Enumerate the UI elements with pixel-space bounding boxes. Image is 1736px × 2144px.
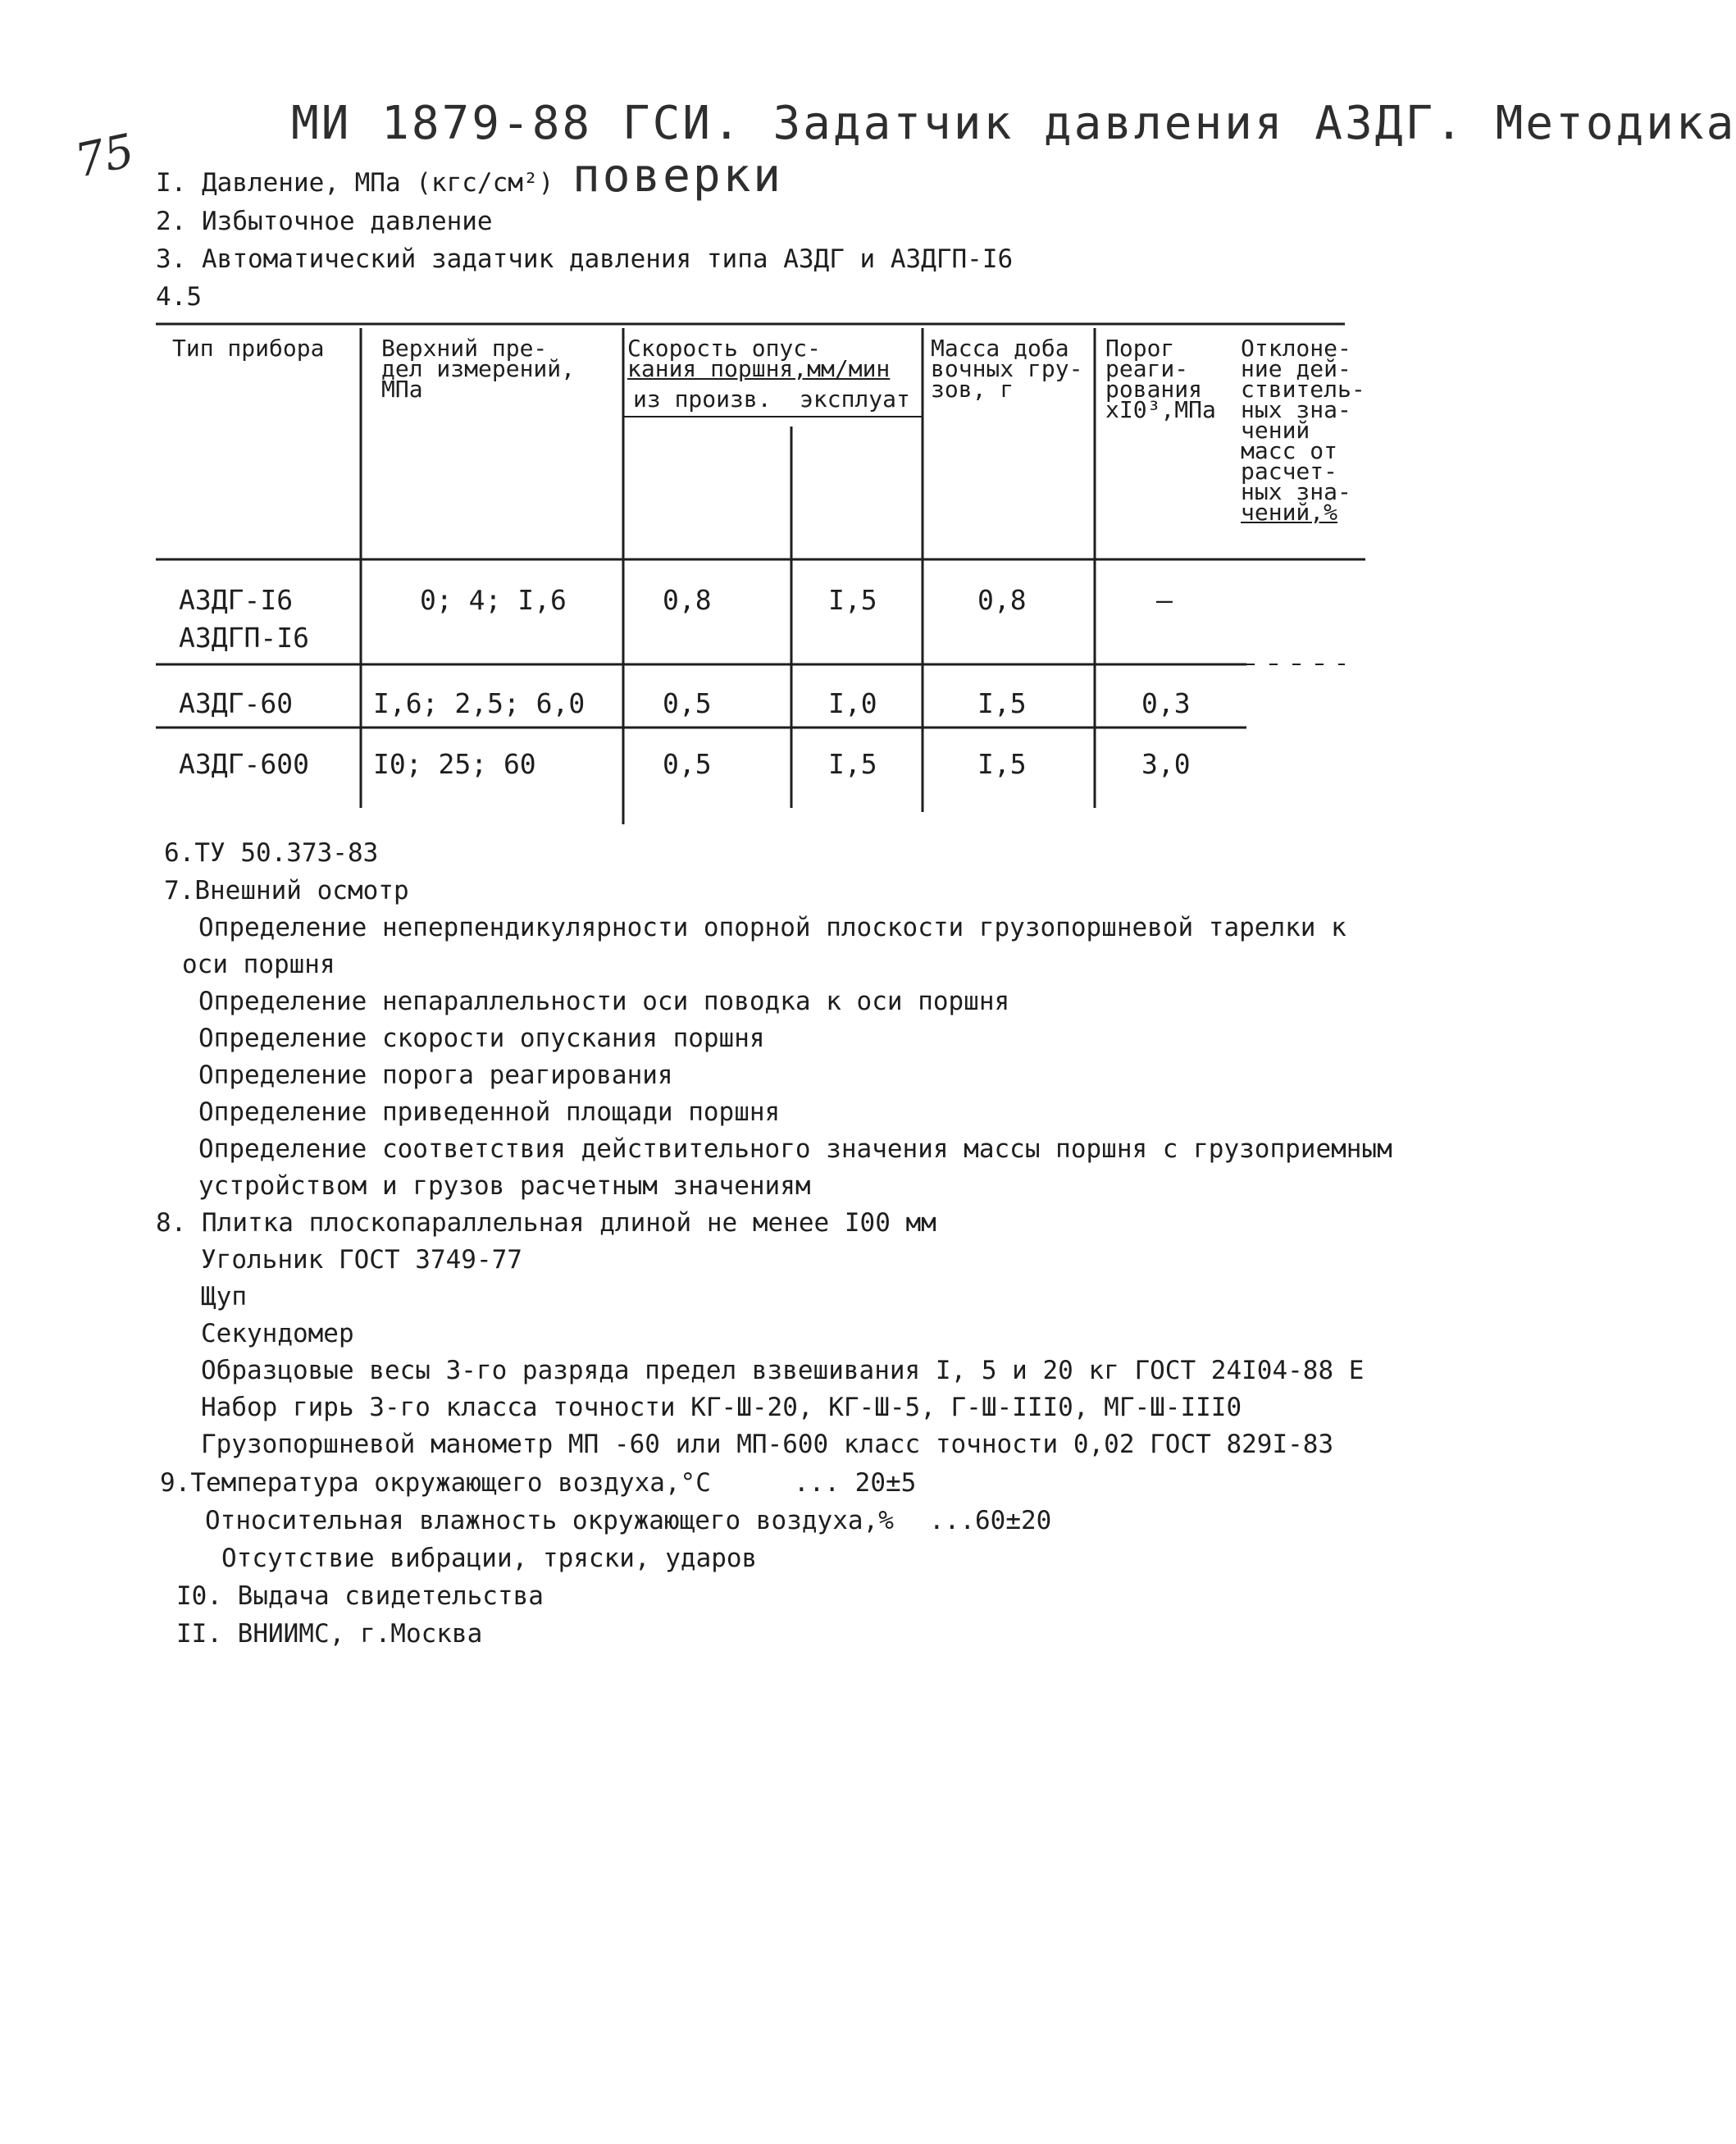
cell-speed-factory: 0,5 [663,748,712,780]
section-9-vibration: Отсутствие вибрации, тряски, ударов [221,1544,758,1573]
cell-type-secondary: АЗДГП-I6 [179,622,309,654]
cell-speed-operation: I,5 [828,584,877,616]
section-8-line: Набор гирь 3-го класса точности КГ-Ш-20, КГ-Ш-5, Г-Ш-III0, МГ-Ш-III0 [201,1393,1242,1422]
cell-mass: 0,8 [977,584,1027,616]
cell-upper-limit: I0; 25; 60 [373,748,536,780]
item-overpressure: 2. Избыточное давление [156,207,493,236]
table-header-deviation: Отклоне- ние дей- ствитель- ных зна- чений масс от расчет- ных зна- чений,% [1241,335,1365,526]
section-8-line: Угольник ГОСТ 3749-77 [201,1245,522,1275]
section-9-temperature-value: ... 20±5 [794,1468,917,1498]
document-title-continuation: поверки [572,149,784,203]
section-7-line: устройством и грузов расчетным значениям [198,1171,811,1201]
cell-speed-operation: I,5 [828,748,877,780]
item-device-type: 3. Автоматический задатчик давления типа АЗДГ и АЗДГП-I6 [156,244,1014,274]
section-6-spec: 6.ТУ 50.373-83 [164,838,379,868]
item-pressure: I. Давление, МПа (кгс/см²) [156,168,554,198]
table-header-speed: Скорость опус- кания поршня,мм/мин [627,335,891,382]
section-9-humidity-label: Относительная влажность окружающего воздуха,% [205,1506,894,1535]
table-header-upper-limit: Верхний пре- дел измерений, МПа [381,335,576,403]
cell-mass: I,5 [977,748,1027,780]
section-9-humidity-value: ...60±20 [929,1506,1052,1535]
section-7-line: оси поршня [182,950,335,979]
document-title: МИ 1879-88 ГСИ. Задатчик давления АЗДГ. Методика [291,97,1736,150]
table-header-mass: Масса доба вочных гру- зов, г [931,335,1083,403]
section-7-line: Определение порога реагирования [198,1061,673,1090]
cell-threshold: 0,3 [1141,687,1191,719]
cell-upper-limit: I,6; 2,5; 6,0 [373,687,586,719]
section-7-line: Определение непараллельности оси поводка к оси поршня [198,987,1010,1016]
section-8-line: Грузопоршневой манометр МП -60 или МП-600 класс точности 0,02 ГОСТ 829I-83 [201,1430,1334,1459]
table-header-speed-factory: из произв. [633,385,772,413]
table-header-threshold: Порог реаги- рования xI0³,МПа [1105,335,1216,423]
section-7-heading: 7.Внешний осмотр [164,876,409,905]
section-7-line: Определение соответствия действительного значения массы поршня с грузоприемным [198,1134,1392,1164]
cell-speed-factory: 0,5 [663,687,712,719]
section-10-certificate: I0. Выдача свидетельства [176,1581,544,1611]
item-section-4-5: 4.5 [156,282,202,312]
cell-upper-limit: 0; 4; I,6 [420,584,567,616]
table-header-speed-operation: эксплуат [800,385,910,413]
section-9-temperature-label: 9.Температура окружающего воздуха,°С [160,1468,711,1498]
table-header-type: Тип прибора [172,335,325,362]
cell-type: АЗДГ-I6 [179,584,294,616]
cell-type: АЗДГ-60 [179,687,294,719]
cell-threshold: 3,0 [1141,748,1191,780]
section-8-heading: 8. Плитка плоскопараллельная длиной не менее I00 мм [156,1208,936,1238]
page-number: 75 [71,124,139,189]
cell-threshold: – [1156,584,1173,616]
section-8-line: Щуп [201,1282,247,1311]
section-7-line: Определение скорости опускания поршня [198,1024,765,1053]
section-11-organization: II. ВНИИМС, г.Москва [176,1619,483,1649]
section-7-line: Определение приведенной площади поршня [198,1097,781,1127]
cell-speed-operation: I,0 [828,687,877,719]
cell-type: АЗДГ-600 [179,748,309,780]
section-8-line: Образцовые весы 3-го разряда предел взвешивания I, 5 и 20 кг ГОСТ 24I04-88 Е [201,1356,1365,1385]
section-7-line: Определение неперпендикулярности опорной плоскости грузопоршневой тарелки к [198,913,1346,942]
cell-speed-factory: 0,8 [663,584,712,616]
section-8-line: Секундомер [201,1319,354,1348]
cell-mass: I,5 [977,687,1027,719]
